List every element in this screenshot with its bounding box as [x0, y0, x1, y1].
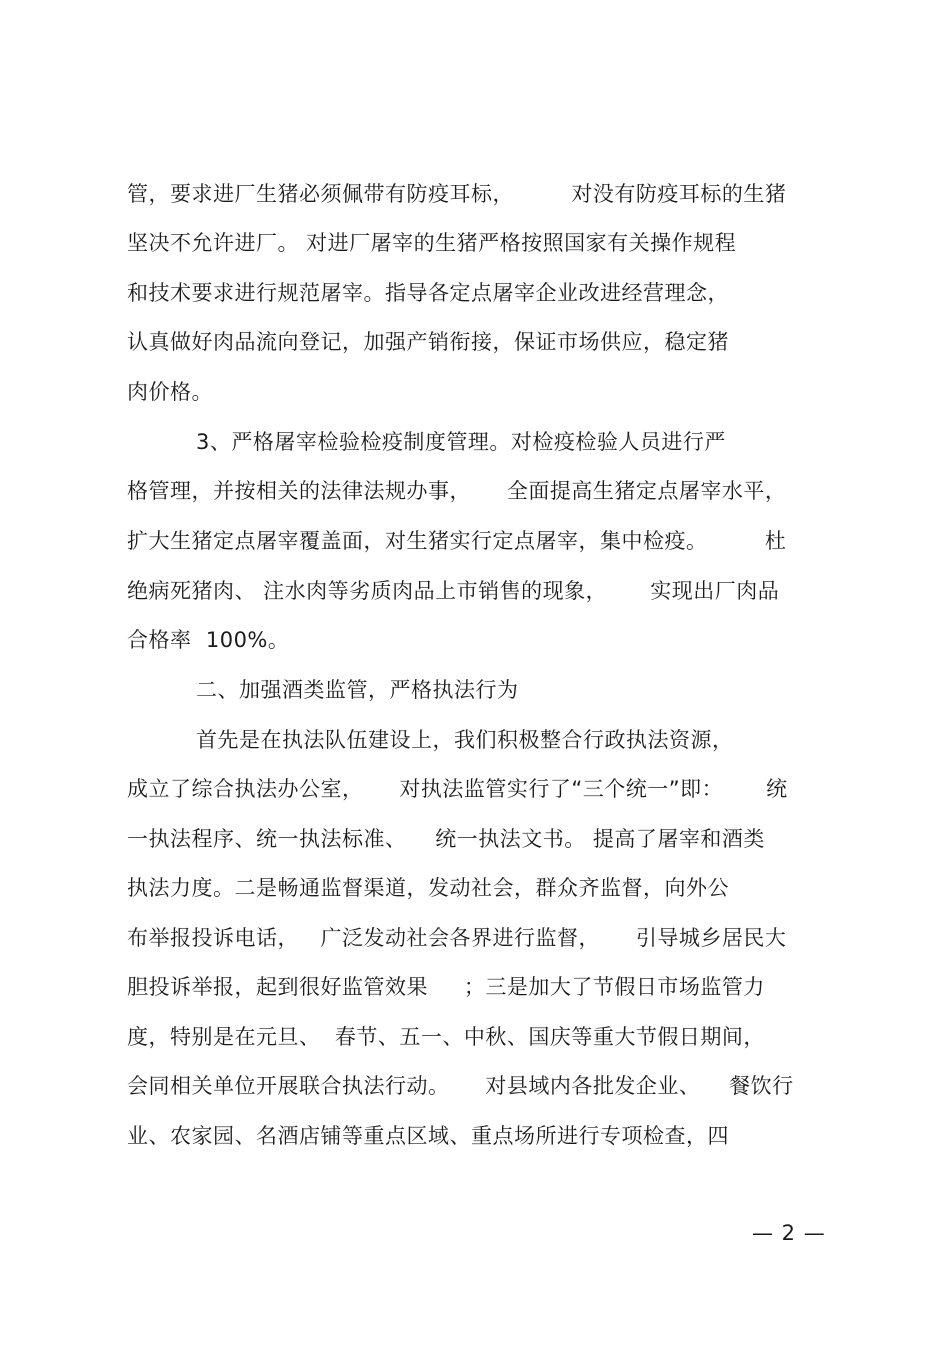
body-text-line: 会同相关单位开展联合执法行动。 对县域内各批发企业、 餐饮行 — [127, 1074, 794, 1098]
body-text-line: 格管理，并按相关的法律法规办事， 全面提高生猪定点屠宰水平， — [127, 479, 787, 503]
body-text-line: 3、严格屠宰检验检疫制度管理。对检疫检验人员进行严 — [196, 430, 726, 454]
body-text-line: 执法力度。二是畅通监督渠道，发动社会，群众齐监督，向外公 — [127, 876, 729, 900]
body-text-line: 和技术要求进行规范屠宰。指导各定点屠宰企业改进经营理念， — [127, 281, 729, 305]
body-text-line: 坚决不允许进厂。 对进厂屠宰的生猪严格按照国家有关操作规程 — [127, 231, 737, 255]
body-text-line: 成立了综合执法办公室， 对执法监管实行了“三个统一”即： 统 — [127, 777, 788, 801]
body-text-line: 度，特别是在元旦、 春节、五一、中秋、国庆等重大节假日期间， — [127, 1025, 765, 1049]
page-number: — 2 — — [752, 1221, 826, 1245]
body-text-line: 业、农家园、名酒店铺等重点区域、重点场所进行专项检查，四 — [127, 1124, 729, 1148]
body-text-line: 扩大生猪定点屠宰覆盖面，对生猪实行定点屠宰，集中检疫。 杜 — [127, 529, 787, 553]
body-text-line: 肉价格。 — [127, 380, 213, 404]
body-text-line: 认真做好肉品流向登记，加强产销衔接，保证市场供应，稳定猪 — [127, 330, 729, 354]
body-text-line: 绝病死猪肉、 注水肉等劣质肉品上市销售的现象， 实现出厂肉品 — [127, 579, 780, 603]
body-text-line: 布举报投诉电话， 广泛发动社会各界进行监督， 引导城乡居民大 — [127, 926, 787, 950]
body-text-line: 管，要求进厂生猪必须佩带有防疫耳标， 对没有防疫耳标的生猪 — [127, 182, 787, 206]
body-text-line: 胆投诉举报，起到很好监管效果 ；三是加大了节假日市场监管力 — [127, 975, 765, 999]
body-text-line: 首先是在执法队伍建设上，我们积极整合行政执法资源， — [196, 728, 734, 752]
body-text-line: 一执法程序、统一执法标准、 统一执法文书。 提高了屠宰和酒类 — [127, 827, 765, 851]
body-text-line: 合格率 100%。 — [127, 628, 290, 652]
section-heading: 二、加强酒类监管，严格执法行为 — [196, 678, 519, 702]
